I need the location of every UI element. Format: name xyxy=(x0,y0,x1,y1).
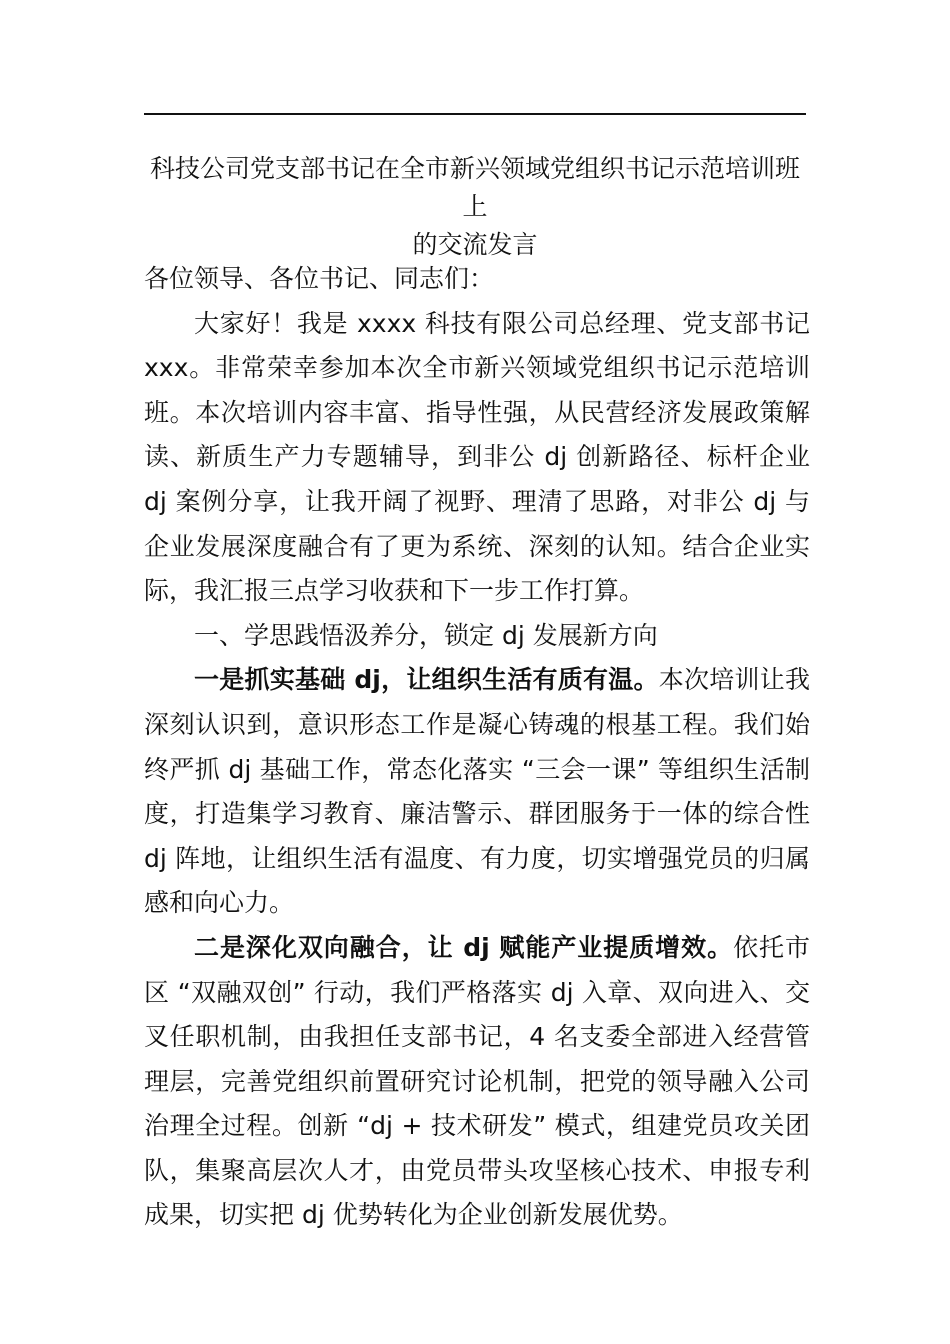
point-2-paragraph xyxy=(144,926,810,1238)
document-title xyxy=(140,150,810,264)
title-line-1: 科技公司党支部书记在全市新兴领域党组织书记示范培训班上 xyxy=(149,154,800,221)
point-1-lead: 一是抓实基础 dj，让组织生活有质有温。 xyxy=(194,665,659,695)
header-rule xyxy=(144,113,806,115)
section-1-heading: 一、学思践悟汲养分，锁定 dj 发展新方向 xyxy=(194,620,658,650)
document-body xyxy=(144,257,810,1238)
title-line-2: 的交流发言 xyxy=(412,230,538,259)
point-1-text: 本次培训让我深刻认识到，意识形态工作是凝心铸魂的根基工程。我们始终严抓 dj 基础工作，常态化落实 “三会一课” 等组织生活制度，打造集学习教育、廉洁警示、群团服务于一体的综合性 dj 阵地，让组织生活有温度、有力度，切实增强党员的归属感和向心力。 xyxy=(144,665,810,918)
salutation: 各位领导、各位书记、同志们： xyxy=(144,264,495,293)
point-2-text: 依托市区 “双融双创” 行动，我们严格落实 dj 入章、双向进入、交叉任职机制，由我担任支部书记，4 名支委全部进入经营管理层，完善党组织前置研究讨论机制，把党的领导融入公司治理全过程。创新 “dj + 技术研发” 模式，组建党员攻关团队，集聚高层次人才，由党员带头攻坚核心技术、申报专利成果，切实把 dj 优势转化为企业创新发展优势。 xyxy=(144,932,810,1230)
point-1-paragraph xyxy=(144,658,810,926)
point-2-lead: 二是深化双向融合，让 dj 赋能产业提质增效。 xyxy=(194,932,734,962)
intro-paragraph: 大家好！我是 xxxx 科技有限公司总经理、党支部书记 xxx。非常荣幸参加本次全市新兴领域党组织书记示范培训班。本次培训内容丰富、指导性强，从民营经济发展政策解读、新质生产力专题辅导，到非公 dj 创新路径、标杆企业 dj 案例分享，让我开阔了视野、理清了思路，对非公 dj 与企业发展深度融合有了更为系统、深刻的认知。结合企业实际，我汇报三点学习收获和下一步工作打算。 xyxy=(144,308,810,606)
